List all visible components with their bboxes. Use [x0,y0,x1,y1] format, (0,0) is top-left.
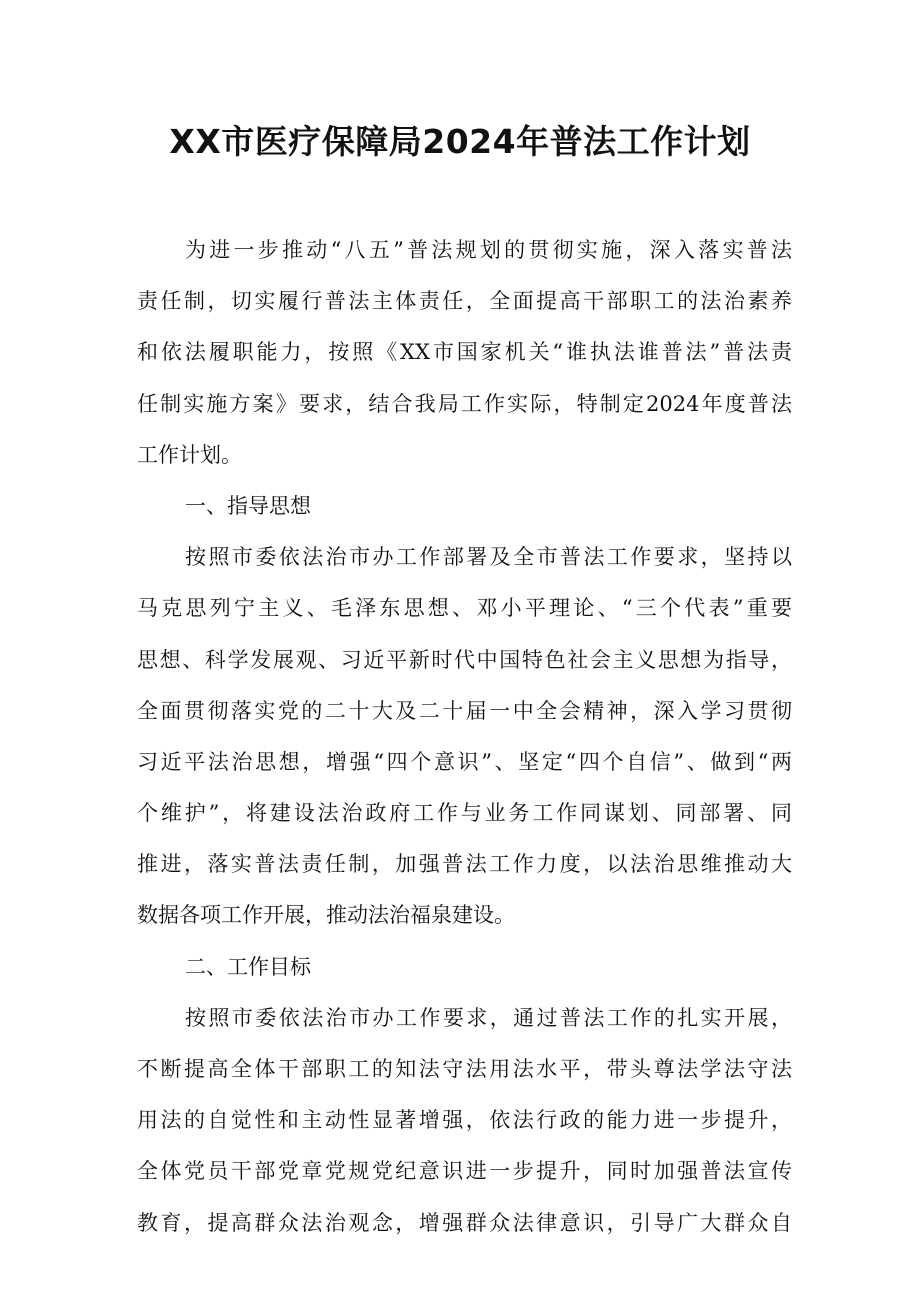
paragraph-line: 数据各项工作开展，推动法治福泉建设。 [137,903,515,928]
paragraph-line: 教育，提高群众法治观念，增强群众法律意识，引导广大群众自 [137,1210,792,1235]
paragraph-line: 个维护”，将建设法治政府工作与业务工作同谋划、同部署、同 [137,801,792,826]
paragraph-line: 马克思列宁主义、毛泽东思想、邓小平理论、“三个代表”重要 [137,596,792,621]
paragraph-line: 推进，落实普法责任制，加强普法工作力度，以法治思维推动大 [137,852,792,877]
paragraph-line: 按照市委依法治市办工作要求，通过普法工作的扎实开展， [185,1005,792,1030]
paragraph-line: 全面贯彻落实党的二十大及二十届一中全会精神，深入学习贯彻 [137,698,792,723]
paragraph-line: 不断提高全体干部职工的知法守法用法水平，带头尊法学法守法 [137,1057,792,1081]
document-body [137,225,792,1249]
paragraph-line: 习近平法治思想，增强“四个意识”、坚定“四个自信”、做到“两 [137,749,792,774]
paragraph-line: 按照市委依法治市办工作部署及全市普法工作要求，坚持以 [185,545,792,570]
paragraph-line: 任制实施方案》要求，结合我局工作实际，特制定2024年度普法 [137,391,792,416]
paragraph-line: 思想、科学发展观、习近平新时代中国特色社会主义思想为指导， [137,647,792,672]
document-title: XX市医疗保障局2024年普法工作计划 [169,122,751,161]
paragraph-line: 和依法履职能力，按照《XX市国家机关“谁执法谁普法”普法责 [137,340,792,365]
paragraph-line: 全体党员干部党章党规党纪意识进一步提升，同时加强普法宣传 [137,1159,792,1184]
paragraph-line: 责任制，切实履行普法主体责任，全面提高干部职工的法治素养 [137,289,792,314]
section-heading: 二、工作目标 [185,954,311,979]
paragraph-line: 用法的自觉性和主动性显著增强，依法行政的能力进一步提升， [137,1108,792,1133]
section-heading: 一、指导思想 [185,493,311,518]
paragraph-line: 为进一步推动“八五”普法规划的贯彻实施，深入落实普法 [185,238,792,262]
paragraph-line: 工作计划。 [137,442,242,467]
